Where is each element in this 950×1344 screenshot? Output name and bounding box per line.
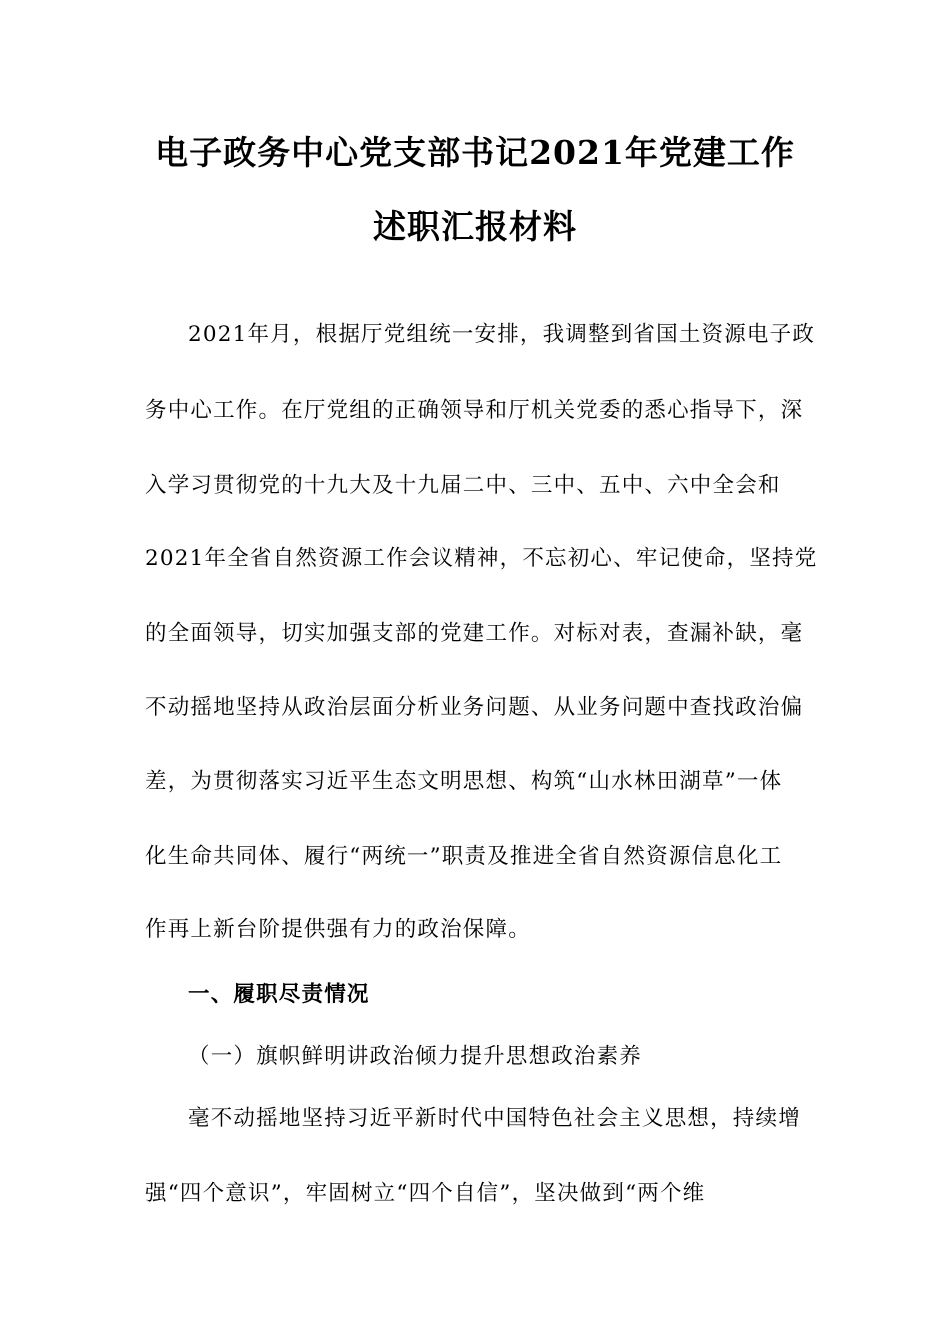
text-line: 的全面领导，切实加强支部的党建工作。对标对表，查漏补缺，毫 [145,621,804,646]
text-line: 务中心工作。在厅党组的正确领导和厅机关党委的悉心指导下，深 [145,398,804,423]
text-line: 作再上新台阶提供强有力的政治保障。 [145,917,531,942]
text-line: 差，为贯彻落实习近平生态文明思想、构筑“山水林田湖草”一体 [145,769,783,794]
text-line: 毫不动摇地坚持习近平新时代中国特色社会主义思想，持续增 [188,1106,801,1131]
text-line: 入学习贯彻党的十九大及十九届二中、三中、五中、六中全会和 [145,473,781,498]
section-heading: 一、履职尽责情况 [188,982,370,1007]
text-line: 2021年全省自然资源工作会议精神，不忘初心、牢记使命，坚持党 [145,546,818,571]
document-title-line-2: 述职汇报材料 [373,207,577,246]
text-line: 化生命共同体、履行“两统一”职责及推进全省自然资源信息化工 [145,844,783,869]
text-line: 强“四个意识”，牢固树立“四个自信”，坚决做到“两个维 [145,1181,706,1206]
subsection-heading: （一）旗帜鲜明讲政治倾力提升思想政治素养 [188,1044,643,1069]
document-title-line-1: 电子政务中心党支部书记2021年党建工作 [155,133,795,172]
text-line: 2021年月，根据厅党组统一安排，我调整到省国土资源电子政 [188,322,816,347]
text-line: 不动摇地坚持从政治层面分析业务问题、从业务问题中查找政治偏 [145,695,804,720]
